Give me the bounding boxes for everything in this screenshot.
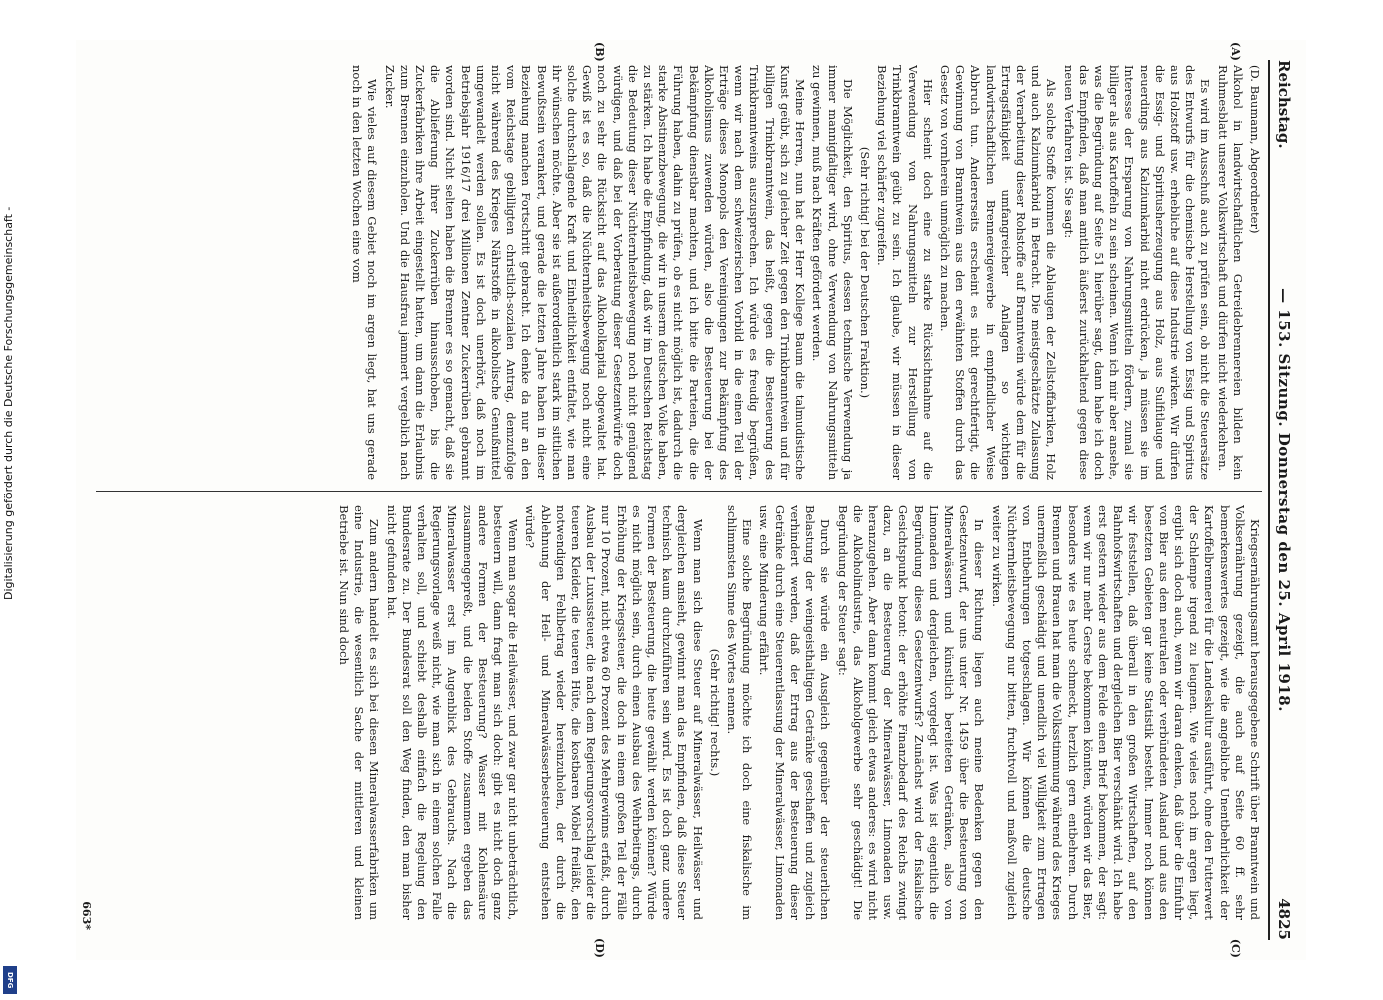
paragraph: Zum andern handelt es sich bei diesen Mineralwasserfabriken um eine Industrie, die wesentlich Sache der mittleren und kleinen Betriebe ist. Nun sind doch <box>337 505 382 920</box>
paragraph: (D. Baumann, Abgeordneter) <box>1248 65 1262 234</box>
paragraph: Die Möglichkeit, den Spiritus, dessen technische Verwendung ja immer mannigfaltiger wird, ohne Verwendung von Nahrungsmitteln zu gewinnen, muß nach Kräften gefördert werden. <box>810 65 855 480</box>
paragraph: In dieser Richtung liegen auch meine Bedenken gegen den Gesetzentwurf, der uns unter Nr. 1459 über die Besteuerung von Mineralwässern und künstlich bereiteten Getränken, also von Limonaden und dergleichen, vorgelegt ist. Was ist eigentlich die Begründung dieses Gesetzentwurfs? Zunächst wird der fiskalische Gesichtspunkt betont: der erhöhte Finanzbedarf des Reichs zwingt dazu, an die Besteuerung der Mineralwässer, Limonaden usw. heranzugehen. Aber dann kommt gleich etwas anderes: es wird nicht die Alkoholindustrie, das Alkoholgewerbe sehr geschädigt! Die Begründung der Steuer sagt: <box>835 505 987 920</box>
paragraph: Kriegsernährungsamt herausgegebene Schrift über Branntwein und Volksernährung gezeigt, die auch auf Seite 60 ff. sehr bemerkenswertes gezeigt, wie die angebliche Unentbehrlichkeit der Kartoffelbrennerei für die Landeskultur ausführt, ohne den Futterwert der Schlempe irgend zu leugnen. Wie vieles noch im argen liegt, ergibt sich doch auch, wenn wir daran denken, daß über die Einfuhr von Bier aus dem neutralen oder verbündeten Ausland und aus den besetzten Gebieten gar keine Statistik besteht. Immer noch können wir feststellen, daß überall in den großen Wirtschaften, auf den Bahnhofswirtschaften und dergleichen Bier verschänkt wird. Ich habe erst gestern wieder aus dem Felde einen Brief bekommen, der sagt: wenn wir nur mehr Gerste bekommen könnten, würden wir das Bier, besonders wie es heute schmeckt, herzlich gern entbehren. Durch Brennen und Brauen hat man die Volksstimmung während des Krieges unermeßlich geschädigt und unendlich viel Willigkeit zum Ertragen von Entbehrungen totgeschlagen. Wir können die deutsche Nüchternheitsbewegung nur bitten, fruchtvoll und maßvoll zugleich weiter zu wirken. <box>989 505 1262 920</box>
dfg-logo-icon: DFG <box>3 966 17 994</box>
footer-page-number: 663* <box>80 901 93 930</box>
paragraph: Eine solche Begründung möchte ich doch eine fiskalische im schlimmsten Sinne des Wortes nennen. <box>725 505 755 920</box>
margin-marker-d: (D) <box>593 938 606 958</box>
digitization-credit-strip <box>2 0 18 1000</box>
paragraph: Alkohol in landwirtschaftlichen Getreidebrennereien bilden kein Ruhmesblatt unserer Volkswirtschaft und dürfen nicht wiederkehren. <box>1215 65 1245 480</box>
header-center: — 153. Sitzung. Donnerstag den 25. April 1918. <box>1275 288 1293 712</box>
margin-marker-a: (A) <box>1229 42 1242 61</box>
header-page-number: 4825 <box>1275 898 1293 940</box>
paragraph: Wenn man sogar die Heilwässer, und zwar gar nicht unbeträchtlich, besteuern will, dann fragt man sich doch: gibt es nicht doch ganz andere Formen der Besteuerung? Wasser mit Kohlensäure zusammengepreßt, und die beiden Stoffe zusammen ergeben das Mineralwasser erst im Augenblick des Gebrauchs. Nach die Regierungsvorlage weiß nicht, wie man sich in einem solchen Falle verhalten soll, und schiebt deshalb einfach die Regelung den Bundesrate zu. Der Bundesrat soll den Weg finden, den man bisher nicht gefunden hat. <box>384 505 521 920</box>
page-header <box>1268 60 1296 940</box>
column-divider <box>96 491 1262 492</box>
scanned-page <box>76 40 1306 960</box>
digitization-credit-text: Digitalisierung gefördert durch die Deutsche Forschungsgemeinschaft - <box>2 206 15 600</box>
paragraph: Wie vieles auf diesem Gebiet noch im argen liegt, hat uns gerade noch in den letzten Wochen eine vom <box>350 65 380 480</box>
right-column <box>96 505 1262 920</box>
left-column <box>96 65 1262 480</box>
paragraph: Meine Herren, nun hat der Herr Kollege Baum die talmudistische Kunst geübt, sich zu gleicher Zeit gegen den Trinkbranntwein und für billigen Trinkbranntwein, das heißt, gegen die Besteuerung des Trinkbranntweins auszusprechen. Ich würde es freudig begrüßen, wenn wir nach dem schweizerischen Vorbild in die einen Teil der Erträge dieses Monopols den Vereinigungen zur Bekämpfung des Alkoholismus zuwenden würden, also die Besteuerung bei der Bekämpfung dienstbar machten, und ich bitte die Parteien, die die Führung haben, dahin zu prüfen, ob es nicht möglich ist, dadurch die starke Abstinenzbewegung, die wir in unserm deutschen Volke haben, zu stärken. Ich habe die Empfindung, daß wir im Deutschen Reichstag die Bedeutung dieser Nüchternheitsbewegung noch nicht genügend würdigen, und daß bei der Vorberatung dieser Gesetzentwürfe doch noch zu sehr die Rücksicht auf das Alkoholkapital obgewaltet hat. Gewiß ist es so, daß die Nüchternheitsbewegung noch nicht eine solche durchschlagende Kraft und Einheitlichkeit entfaltet, wie man ihr wünschen möchte. Aber sie ist außerordentlich stark im sittlichen Bewußtsein verankert, und gerade die letzten Jahre haben in dieser Beziehung manchen Fortschritt gebracht. Ich denke da nur an den vom Reichstage gebilligten christlich-sozialen Antrag, demzufolge nicht während des Krieges Nährstoffe in alkoholische Genußmittel umgewandelt werden sollen. Es ist doch unerhört, daß noch im Betriebsjahr 1916/17 drei Millionen Zentner Zuckerrüben gebrannt worden sind. Nicht selten haben die Brenner es so gemacht, daß sie die Ablieferung ihrer Zuckerrüben hinausschoben, bis die Zuckerfabriken ihre Arbeit eingestellt hatten, um dann die Erlaubnis zum Brennen einzuholen. Und die Hausfrau jammert vergeblich nach Zucker. <box>382 65 808 480</box>
paragraph: Durch sie würde ein Ausgleich gegenüber der steuerlichen Belastung der weingeisthaltigen Getränke geschaffen und zugleich verhindert werden, daß der Ertrag aus der Besteuerung dieser Getränke durch eine Steuerentlassung der Mineralwässer, Limonaden usw. eine Minderung erfährt. <box>757 505 833 920</box>
paragraph: (Sehr richtig! rechts.) <box>707 648 722 777</box>
paragraph: Wenn man sich diese Steuer auf Mineralwässer, Heilwässer und dergleichen ansieht, gewinnt man das Empfinden, daß diese Steuer technisch kaum durchzuführen sein wird. Es ist doch ganz undere Formen der Besteuerung, die heute gewählt werden können? Würde es nicht möglich sein, durch einen Ausbau des Wehrbeitrags, durch Erhöhung der Kriegssteuer, die doch in einem großen Teil der Fälle nur 10 Prozent, nicht etwa 60 Prozent des Mehrgewinns erfaßt, durch Ausbau der Luxussteuer, die nach dem Regierungsvorschlag leider die teueren Kleider, die teueren Hüte, die kostbaren Möbel freiläßt, den notwendigen Fehlbetrag wieder hereinzuholen, der durch die Ablehnung der Heil- und Mineralwässerbesteuerung entstehen würde? <box>523 505 705 920</box>
paragraph: (Sehr richtig! bei der Deutschen Fraktion.) <box>857 146 872 399</box>
header-left: Reichstag. <box>1275 60 1293 149</box>
paragraph: Hier scheint doch eine zu starke Rücksichtnahme auf die Verwendung von Nahrungsmitteln zur Herstellung von Trinkbranntwein geübt zu sein. Ich glaube, wir müssen in dieser Beziehung viel schärfer zugreifen. <box>875 65 935 480</box>
margin-marker-c: (C) <box>1229 938 1242 958</box>
paragraph: Als solche Stoffe kommen die Ablaugen der Zellstoffabriken, Holz und auch Kalziumkarbid in Betracht. Die meistgeschätzte Zulassung der Verarbeitung dieser Rohstoffe auf Branntwein würde dem für die Ertragsfähigkeit umfangreicher Anlagen so wichtigen landwirtschaftlichen Brennereigewerbe in empfindlicher Weise Abbruch tun. Andererseits erscheint es nicht gerechtfertigt, die Gewinnung von Branntwein aus den erwähnten Stoffen durch das Gesetz von vornherein unmöglich zu machen. <box>937 65 1059 480</box>
paragraph: Es wird im Ausschuß auch zu prüfen sein, ob nicht die Steuersätze des Entwurfs für die chemische Herstellung von Essig und Spiritus aus Holzstoff usw. erhebliche auf diese Industrie wirken. Wir dürfen die Essig- und Spiritusherzeugung aus Holz, aus Sulfitlauge und neuerdings aus Kalziumkarbid nicht erdrücken, ja müssen sie im Interesse der Ersparung von Nahrungsmitteln fördern, zumal sie billiger als aus Kartoffeln zu sein scheinen. Wenn ich mir aber ansehe, was die Begründung auf Seite 51 hierüber sagt, dann habe ich doch das Empfinden, daß man amtlich äußerst zurückhaltend gegen diese neuen Verfahren ist. Sie sagt: <box>1061 65 1213 480</box>
margin-marker-b: (B) <box>593 42 606 62</box>
